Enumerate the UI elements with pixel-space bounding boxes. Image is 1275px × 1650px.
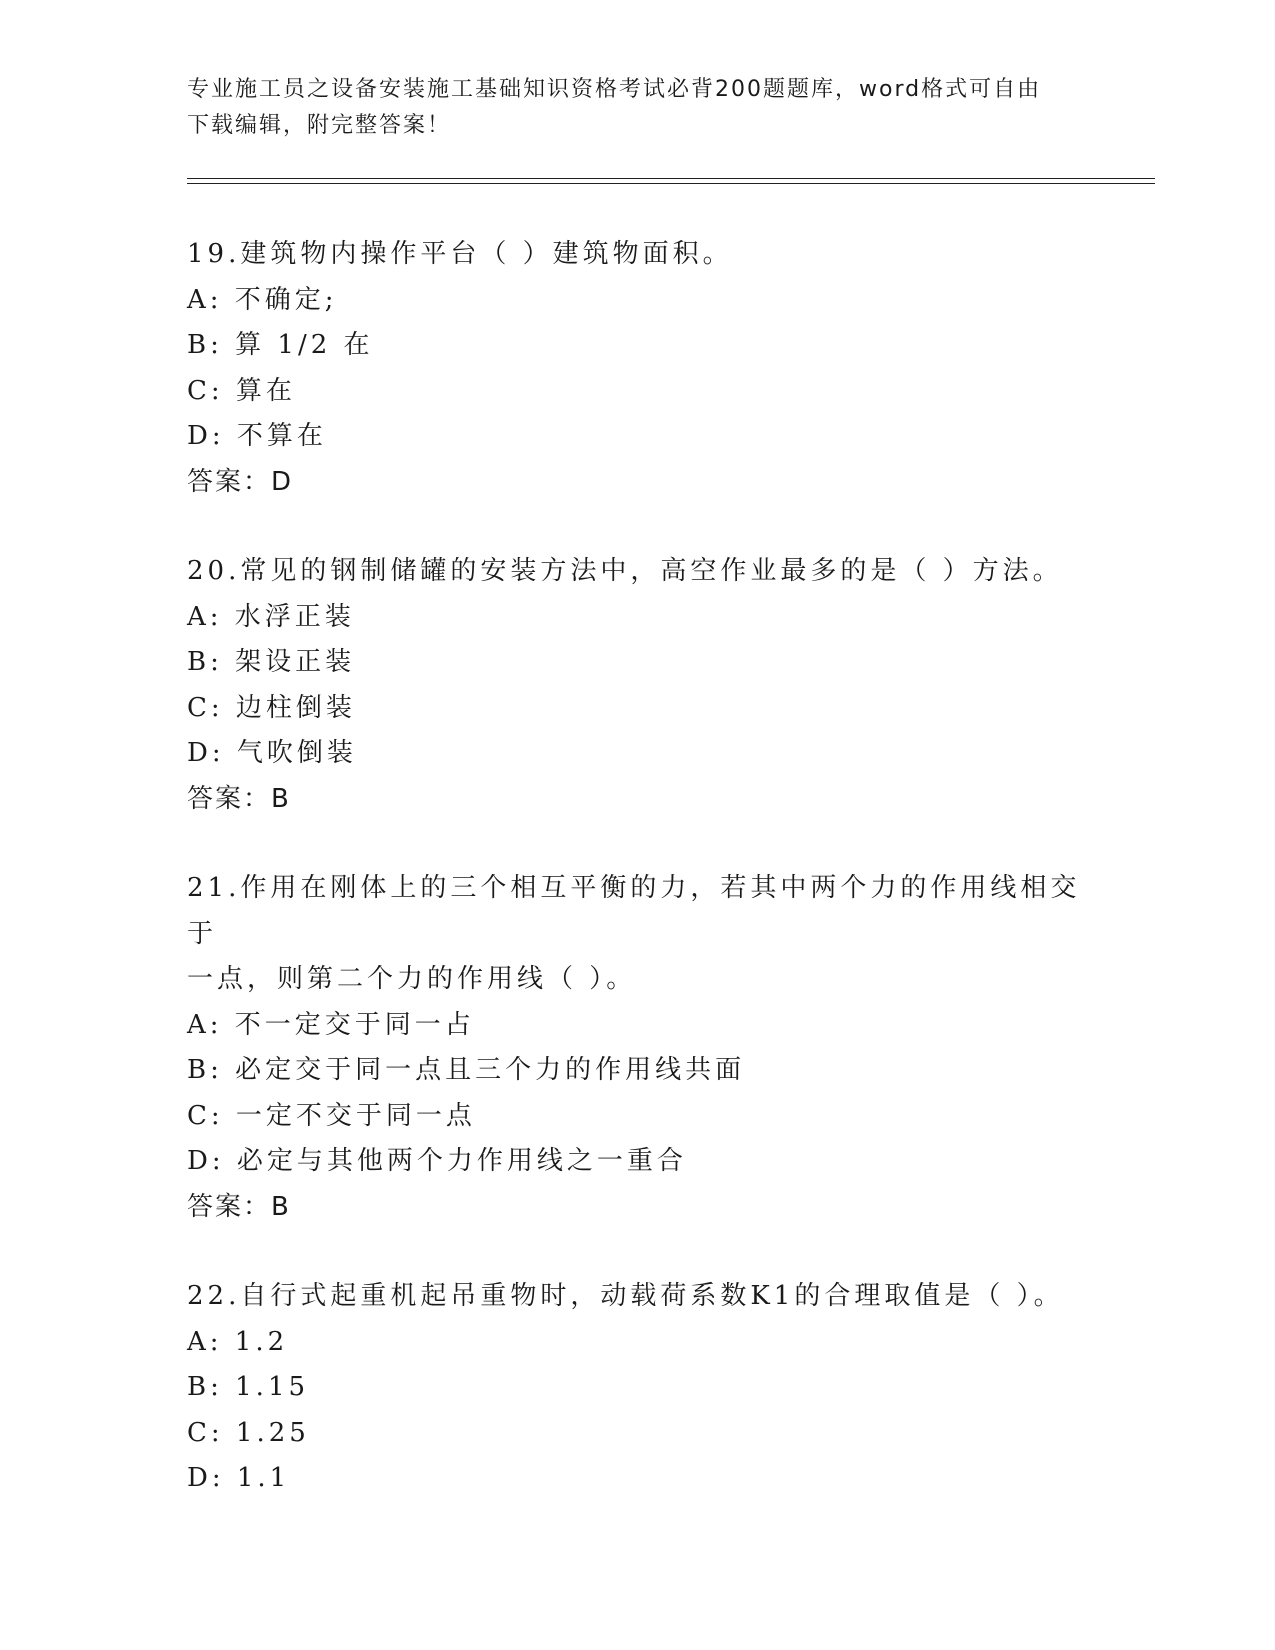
header-divider-bottom	[187, 183, 1155, 184]
header-line-1: 专业施工员之设备安装施工基础知识资格考试必背200题题库，word格式可自由	[187, 77, 1042, 102]
option-b: B: 必定交于同一点且三个力的作用线共面	[187, 1055, 746, 1085]
option-b: B: 架设正装	[187, 647, 356, 677]
option-a: A: 不确定;	[187, 284, 338, 315]
question-20	[187, 549, 1087, 822]
option-c: C: 1.25	[187, 1417, 310, 1448]
document-header	[187, 72, 1087, 144]
question-text-continued: 一点，则第二个力的作用线（ ）。	[187, 964, 637, 994]
option-c: C: 边柱倒装	[187, 692, 356, 723]
question-text: 22.自行式起重机起吊重物时，动载荷系数K1的合理取值是（ ）。	[187, 1281, 1064, 1311]
option-d: D: 气吹倒装	[187, 738, 357, 768]
question-19	[187, 232, 1087, 505]
option-d: D: 必定与其他两个力作用线之一重合	[187, 1146, 687, 1176]
question-text: 20.常见的钢制储罐的安装方法中，高空作业最多的是（ ）方法。	[187, 556, 1063, 586]
option-a: A: 水浮正装	[187, 601, 355, 632]
question-list	[187, 232, 1087, 1546]
option-c: C: 一定不交于同一点	[187, 1100, 476, 1131]
answer: 答案：B	[187, 1191, 291, 1222]
option-d: D: 不算在	[187, 421, 327, 451]
option-a: A: 不一定交于同一占	[187, 1009, 475, 1040]
question-21	[187, 866, 1087, 1230]
option-b: B: 算 1/2 在	[187, 330, 374, 360]
question-text: 21.作用在刚体上的三个相互平衡的力，若其中两个力的作用线相交于	[187, 873, 1081, 949]
answer: 答案：B	[187, 783, 291, 814]
option-a: A: 1.2	[187, 1326, 289, 1357]
option-d: D: 1.1	[187, 1463, 291, 1493]
header-divider-top	[187, 178, 1155, 179]
option-b: B: 1.15	[187, 1372, 310, 1402]
question-22	[187, 1274, 1087, 1502]
answer: 答案：D	[187, 466, 294, 497]
header-line-2: 下载编辑，附完整答案！	[187, 113, 452, 138]
option-c: C: 算在	[187, 375, 296, 406]
question-text: 19.建筑物内操作平台（ ）建筑物面积。	[187, 239, 733, 269]
